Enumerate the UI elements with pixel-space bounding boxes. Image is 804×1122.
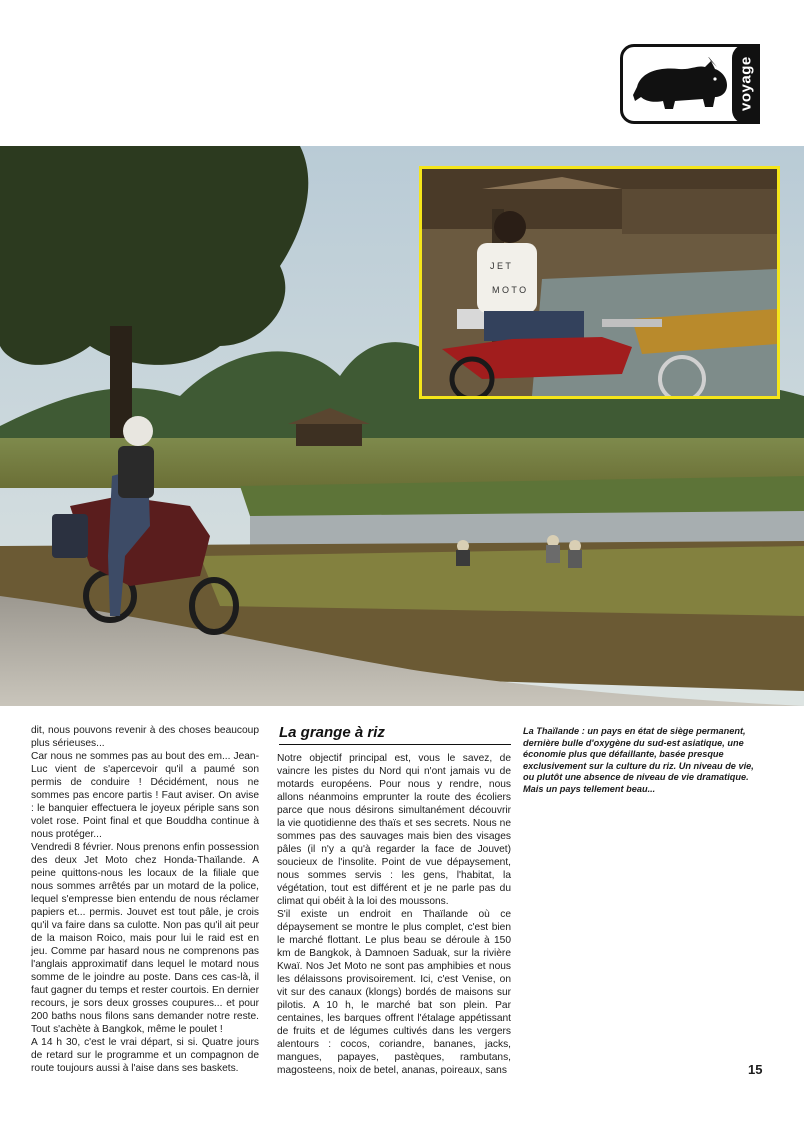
page-number: 15 — [748, 1062, 763, 1077]
caption-text: Mais un pays tellement beau... — [523, 783, 656, 794]
floating-market-scene — [422, 169, 777, 396]
voyage-wordmark: voyage — [732, 44, 760, 124]
inset-photo-floating-market — [419, 166, 780, 399]
svg-text:M O T O: M O T O — [492, 285, 527, 295]
paragraph: S'il existe un endroit en Thaïlande où ce dépaysement se montre le plus complet, c'est bien le marché flottant. Le plus beau se déroule à 150 km de Bangkok, à Damnoen Saduak, sur la rivière Kwaï. Nos Jet Moto ne sont pas amphibies et nous les délaissons provisoirement. Ici, c'est Venise, on vit sur des canaux (klongs) bordés de maisons sur pilotis. A 10 h, le marché bat son plein. Par centaines, les barques offrent l'étalage appétissant de fruits et de légumes cultivés dans les vergers alentours : cocos, coriandre, bananes, jacks, mangues, papayes, pastèques, rambutans, magosteens, noix de betel, ananas, poireaux, sans — [277, 909, 511, 1076]
article-column-2 — [277, 752, 511, 1077]
paragraph: A 14 h 30, c'est le vrai départ, si si. Quatre jours de retard sur le programme et un compagnon de route toujours aussi à l'aise dans ses baskets. — [31, 1037, 259, 1074]
voyage-logo — [620, 44, 760, 124]
svg-text:J E T: J E T — [490, 261, 511, 271]
rhinoceros-icon — [631, 57, 731, 113]
photo-caption — [523, 726, 763, 795]
paragraph: Vendredi 8 février. Nous prenons enfin possession des deux Jet Moto chez Honda-Thaïlande. A peine quittons-nous les locaux de la filiale que nous sommes arrêtés par un motard de la police, lequel s'empresse bien entendu de nous réclamer papiers et... permis. Jouvet est tout pâle, je crois qu'il va faire dans sa culotte. Non pas qu'il ait peur de la maison Roico, mais pour lui le raid est en jeu. Comme par hasard nous ne comprenons pas l'anglais approximatif dans lequel le motard nous somme de le joindre au poste. Dans ces cas-là, il faut gagner du temps et rester courtois. En dernier recours, je sors deux grosses coupures... et pour 200 baths nous filons sans demander notre reste. Tout s'achète à Bangkok, même le poulet ! — [31, 842, 259, 1035]
caption-text: La Thaïlande : un pays en état de siège permanent, dernière bulle d'oxygène du sud-est asiatique, une économie plus que défaillante, basée presque exclusivement sur la culture du riz. Un niveau de vie, ou plutôt une absence de niveau de vie dramatique. — [523, 726, 754, 782]
paragraph: dit, nous pouvons revenir à des choses beaucoup plus sérieuses... — [31, 725, 259, 749]
main-photo — [0, 146, 804, 706]
paragraph: Notre objectif principal est, vous le savez, de vaincre les pistes du Nord qui n'ont jamais vu de motards européens. Pour nous y rendre, nous allons néanmoins emprunter la route des écoliers parce que nous désirons simultanément découvrir la vie quotidienne des thaïs et ses secrets. Nous ne sommes pas des sauvages mais bien des visages pâles (il n'y a qu'à regarder la face de Jouvet) soucieux de l'insolite. Point de vue dépaysement, nous sommes servis : les gens, l'habitat, la végétation, tout est différent et je ne parle pas du climat qui obéit à la loi des moussons. — [277, 753, 511, 907]
paragraph: Car nous ne sommes pas au bout des em... Jean-Luc vient de s'apercevoir qu'il a paumé son permis de conduire ! Décidément, nous ne sommes pas encore partis ! Faut aviser. On avise : le banquier effectuera le joyeux périple sans son volet rose. Point final et que Bouddha continue à nous protéger... — [31, 751, 259, 840]
article-column-1 — [31, 724, 259, 1075]
section-heading: La grange à riz — [279, 724, 511, 745]
